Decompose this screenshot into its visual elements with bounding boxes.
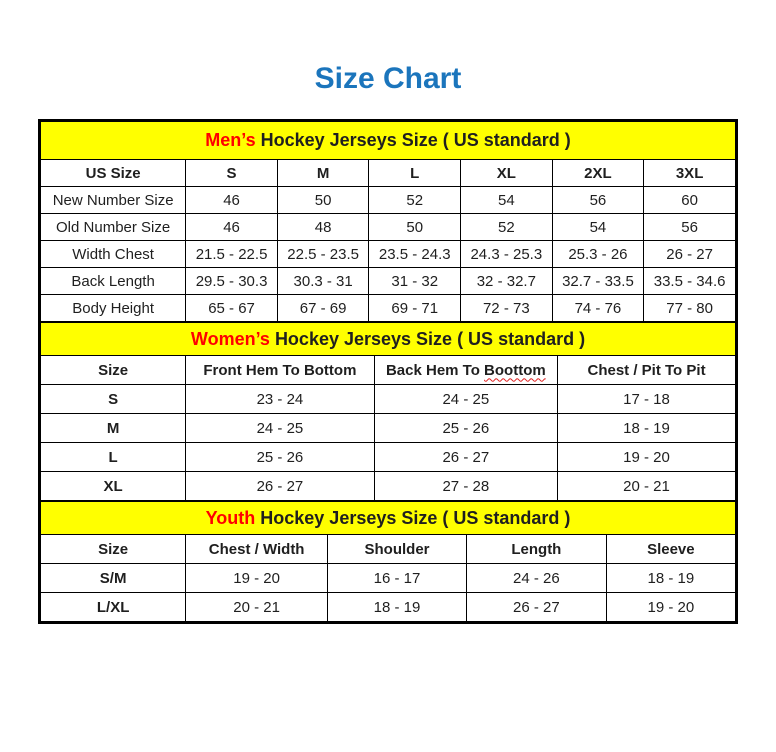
table-cell: 29.5 - 30.3 (186, 268, 278, 295)
table-cell: 30.3 - 31 (277, 268, 369, 295)
youth-section-accent: Youth (205, 507, 256, 528)
row-label: Back Length (41, 268, 186, 295)
table-cell: 46 (186, 214, 278, 241)
column-header: 2XL (552, 160, 644, 187)
table-cell: 52 (369, 187, 461, 214)
table-cell: 46 (186, 187, 278, 214)
table-cell: 19 - 20 (606, 593, 735, 622)
column-header-text: Back Hem To (385, 361, 480, 379)
table-cell: 27 - 28 (374, 472, 557, 501)
column-header: XL (461, 160, 553, 187)
row-label: Body Height (41, 295, 186, 322)
table-cell: 52 (461, 214, 553, 241)
table-cell: 22.5 - 23.5 (277, 241, 369, 268)
youth-header-row (41, 535, 736, 564)
table-cell: 19 - 20 (558, 443, 736, 472)
table-cell: 25.3 - 26 (552, 241, 644, 268)
table-cell: 50 (369, 214, 461, 241)
table-row (41, 268, 736, 295)
size-chart (38, 119, 738, 624)
column-header: Sleeve (606, 535, 735, 564)
column-header: Front Hem To Bottom (186, 356, 374, 385)
table-cell: 18 - 19 (558, 414, 736, 443)
row-label: L/XL (41, 593, 186, 622)
womens-section-header (41, 323, 736, 356)
table-cell: 24.3 - 25.3 (461, 241, 553, 268)
column-header: Chest / Width (186, 535, 328, 564)
table-cell: 16 - 17 (328, 564, 467, 593)
table-cell: 25 - 26 (186, 443, 374, 472)
table-row (41, 295, 736, 322)
column-header: US Size (41, 160, 186, 187)
table-cell: 26 - 27 (186, 472, 374, 501)
womens-section-band (41, 323, 736, 356)
mens-size-table (40, 121, 736, 322)
womens-section-accent: Women’s (190, 328, 270, 349)
table-cell: 18 - 19 (606, 564, 735, 593)
table-cell: 24 - 25 (374, 385, 557, 414)
row-label: New Number Size (41, 187, 186, 214)
table-cell: 26 - 27 (644, 241, 736, 268)
womens-section-title: Hockey Jerseys Size ( US standard ) (274, 328, 586, 349)
table-cell: 24 - 26 (467, 564, 607, 593)
table-cell: 26 - 27 (374, 443, 557, 472)
table-cell: 23 - 24 (186, 385, 374, 414)
table-row (41, 187, 736, 214)
table-cell: 17 - 18 (558, 385, 736, 414)
size-chart-page (0, 60, 776, 752)
table-cell: 18 - 19 (328, 593, 467, 622)
row-label: S/M (41, 564, 186, 593)
table-cell: 21.5 - 22.5 (186, 241, 278, 268)
table-row (41, 472, 736, 501)
table-row (41, 593, 736, 622)
mens-section-accent: Men’s (205, 130, 256, 150)
misspelled-word: Boottom (484, 361, 546, 379)
row-label: Width Chest (41, 241, 186, 268)
youth-section-band (41, 502, 736, 535)
column-header: S (186, 160, 278, 187)
row-label: M (41, 414, 186, 443)
table-cell: 20 - 21 (186, 593, 328, 622)
table-cell: 33.5 - 34.6 (644, 268, 736, 295)
column-header-back-hem (374, 356, 557, 385)
table-cell: 65 - 67 (186, 295, 278, 322)
page-title: Size Chart (314, 62, 462, 95)
table-row (41, 241, 736, 268)
table-cell: 23.5 - 24.3 (369, 241, 461, 268)
table-row (41, 443, 736, 472)
column-header: Size (41, 356, 186, 385)
table-cell: 60 (644, 187, 736, 214)
column-header: Chest / Pit To Pit (558, 356, 736, 385)
table-cell: 74 - 76 (552, 295, 644, 322)
row-label: Old Number Size (41, 214, 186, 241)
row-label: S (41, 385, 186, 414)
table-cell: 26 - 27 (467, 593, 607, 622)
table-row (41, 414, 736, 443)
table-row (41, 564, 736, 593)
table-cell: 72 - 73 (461, 295, 553, 322)
column-header: Length (467, 535, 607, 564)
youth-size-table (40, 501, 736, 622)
table-cell: 54 (552, 214, 644, 241)
table-cell: 50 (277, 187, 369, 214)
table-cell: 19 - 20 (186, 564, 328, 593)
table-cell: 31 - 32 (369, 268, 461, 295)
table-cell: 32 - 32.7 (461, 268, 553, 295)
table-cell: 56 (644, 214, 736, 241)
column-header: M (277, 160, 369, 187)
table-cell: 25 - 26 (374, 414, 557, 443)
mens-section-title: Hockey Jerseys Size ( US standard ) (260, 130, 571, 150)
column-header: 3XL (644, 160, 736, 187)
table-cell: 67 - 69 (277, 295, 369, 322)
womens-size-table (40, 322, 736, 501)
row-label: L (41, 443, 186, 472)
column-header: Size (41, 535, 186, 564)
youth-section-title: Hockey Jerseys Size ( US standard ) (260, 507, 571, 528)
table-cell: 48 (277, 214, 369, 241)
table-cell: 54 (461, 187, 553, 214)
table-row (41, 214, 736, 241)
mens-section-band (41, 122, 736, 160)
column-header: Shoulder (328, 535, 467, 564)
table-cell: 69 - 71 (369, 295, 461, 322)
table-row (41, 385, 736, 414)
mens-header-row (41, 160, 736, 187)
row-label: XL (41, 472, 186, 501)
table-cell: 32.7 - 33.5 (552, 268, 644, 295)
table-cell: 77 - 80 (644, 295, 736, 322)
mens-section-header (41, 122, 736, 160)
table-cell: 24 - 25 (186, 414, 374, 443)
youth-section-header (41, 502, 736, 535)
table-cell: 56 (552, 187, 644, 214)
column-header: L (369, 160, 461, 187)
womens-header-row (41, 356, 736, 385)
table-cell: 20 - 21 (558, 472, 736, 501)
